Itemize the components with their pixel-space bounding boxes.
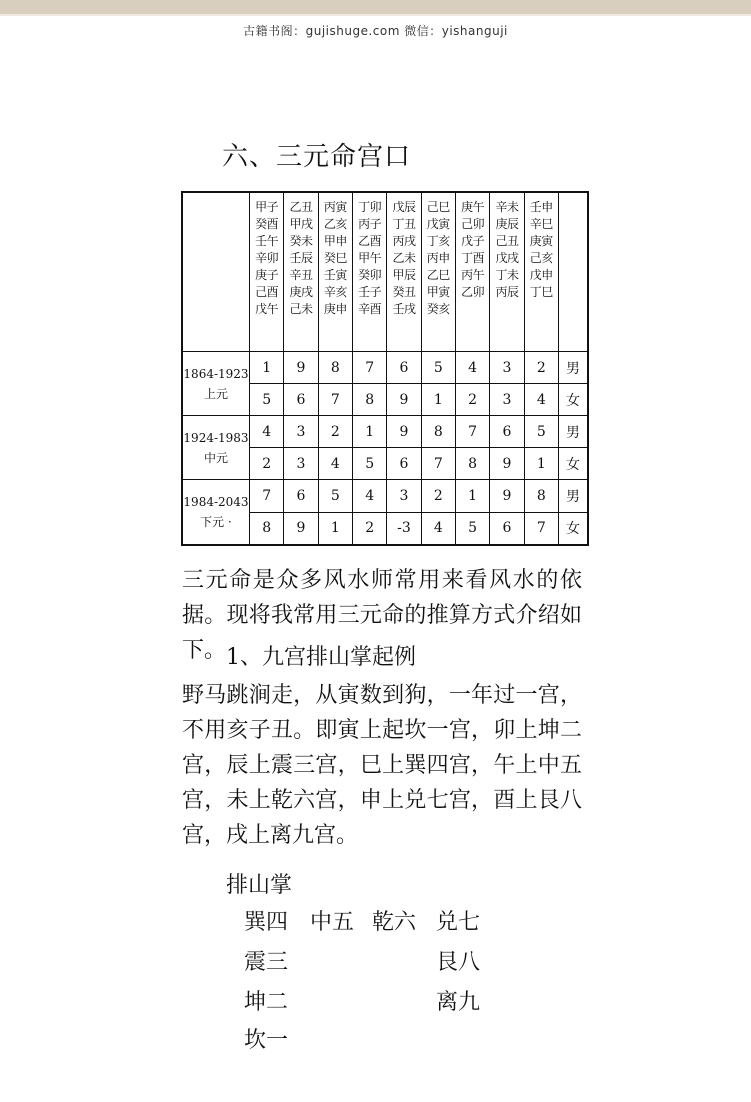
gua-number-male: 3: [387, 480, 421, 512]
gua-number-female: 6: [490, 512, 524, 545]
ganzhi-list: [490, 199, 523, 301]
header-blank-cell-right: [559, 192, 589, 352]
gua-number-female: 1: [524, 448, 558, 480]
ganzhi-item: 己卯: [461, 217, 485, 231]
subheading-jiugong: 1、九宫排山掌起例: [226, 645, 416, 670]
palm-dui: 兑七: [436, 910, 481, 935]
ganzhi-column-header: [318, 192, 352, 352]
gua-number-male: 2: [318, 416, 352, 448]
ganzhi-list: [422, 199, 455, 318]
ganzhi-item: 癸卯: [358, 268, 382, 282]
ganzhi-item: 甲辰: [392, 268, 416, 282]
ganzhi-item: 庚子: [255, 268, 279, 282]
ganzhi-list: [250, 199, 283, 318]
gua-number-female: 9: [284, 512, 318, 545]
ganzhi-item: 丁丑: [392, 217, 416, 231]
gua-number-male: 6: [387, 352, 421, 384]
ganzhi-item: 己巳: [426, 200, 450, 214]
ganzhi-item: 壬午: [255, 234, 279, 248]
table-header-row: [182, 192, 588, 352]
gua-number-female: 8: [455, 448, 489, 480]
gua-number-male: 8: [421, 416, 455, 448]
gua-number-male: 8: [318, 352, 352, 384]
gua-number-male: 4: [455, 352, 489, 384]
era-name: 上元: [203, 386, 228, 401]
ganzhi-column-header: [387, 192, 421, 352]
ganzhi-item: 丙申: [426, 251, 450, 265]
ganzhi-item: 丁未: [495, 268, 519, 282]
section-title: 六、三元命宫口: [222, 142, 412, 172]
ganzhi-item: 辛卯: [255, 251, 279, 265]
ganzhi-item: 戊午: [255, 302, 279, 316]
era-name: 中元: [203, 450, 228, 465]
gua-number-female: 4: [421, 512, 455, 545]
gua-number-female: 4: [524, 384, 558, 416]
ganzhi-list: [353, 199, 386, 318]
ganzhi-item: 壬申: [529, 200, 553, 214]
ganzhi-item: 己亥: [529, 251, 553, 265]
era-years: 1924-1983: [183, 430, 249, 445]
gua-number-male: 6: [490, 416, 524, 448]
gua-number-female: 5: [250, 384, 284, 416]
gua-number-male: 3: [284, 416, 318, 448]
gua-number-female: 2: [352, 512, 386, 545]
gua-number-male: 9: [284, 352, 318, 384]
gua-number-female: 4: [318, 448, 352, 480]
gua-number-male: 1: [455, 480, 489, 512]
gua-number-male: 3: [490, 352, 524, 384]
ganzhi-column-header: [490, 192, 524, 352]
gua-number-female: 3: [284, 448, 318, 480]
table-row-male: [182, 416, 588, 448]
table-row-male: [182, 480, 588, 512]
top-border-bar: [0, 0, 751, 14]
gender-label-male: 男: [559, 352, 589, 384]
gua-number-female: 2: [250, 448, 284, 480]
gua-number-male: 1: [250, 352, 284, 384]
gender-label-female: 女: [559, 384, 589, 416]
palm-zhen: 震三: [244, 950, 289, 975]
paragraph-rhyme: 野马跳涧走，从寅数到狗，一年过一宫，不用亥子丑。即寅上起坎一宫，卯上坤二宫，辰上震三宫，巳上巽四宫，午上中五宫，未上乾六宫，申上兑七宫，酉上艮八宫，戌上离九宫。: [182, 683, 582, 848]
ganzhi-item: 己未: [289, 302, 313, 316]
ganzhi-item: 乙亥: [323, 217, 347, 231]
gua-number-female: -3: [387, 512, 421, 545]
gua-number-male: 9: [490, 480, 524, 512]
gua-number-male: 4: [352, 480, 386, 512]
gua-number-male: 7: [455, 416, 489, 448]
gua-number-female: 1: [318, 512, 352, 545]
ganzhi-column-header: [250, 192, 284, 352]
paragraph-intro: 三元命是众多风水师常用来看风水的依据。现将我常用三元命的推算方式介绍如下。: [182, 568, 582, 663]
gua-number-female: 9: [490, 448, 524, 480]
ganzhi-item: 庚申: [323, 302, 347, 316]
sanyuan-table-container: [181, 191, 589, 546]
ganzhi-item: 壬寅: [323, 268, 347, 282]
ganzhi-item: 丙辰: [495, 285, 519, 299]
gua-number-female: 8: [352, 384, 386, 416]
ganzhi-item: 戊戌: [495, 251, 519, 265]
ganzhi-item: 癸丑: [392, 285, 416, 299]
ganzhi-item: 辛丑: [289, 268, 313, 282]
ganzhi-column-header: [421, 192, 455, 352]
ganzhi-item: 庚辰: [495, 217, 519, 231]
ganzhi-item: 癸巳: [323, 251, 347, 265]
gua-number-male: 8: [524, 480, 558, 512]
ganzhi-item: 丁酉: [461, 251, 485, 265]
ganzhi-list: [525, 199, 558, 301]
ganzhi-item: 戊寅: [426, 217, 450, 231]
ganzhi-item: 乙酉: [358, 234, 382, 248]
gua-number-male: 6: [284, 480, 318, 512]
ganzhi-item: 甲戌: [289, 217, 313, 231]
gua-number-male: 2: [421, 480, 455, 512]
gua-number-male: 7: [250, 480, 284, 512]
gua-number-male: 1: [352, 416, 386, 448]
ganzhi-item: 戊申: [529, 268, 553, 282]
ganzhi-item: 甲午: [358, 251, 382, 265]
ganzhi-item: 乙未: [392, 251, 416, 265]
era-label: [182, 416, 250, 480]
ganzhi-list: [284, 199, 317, 318]
gua-number-female: 7: [524, 512, 558, 545]
gua-number-female: 7: [318, 384, 352, 416]
sanyuan-table: [181, 191, 589, 546]
palm-kan: 坎一: [244, 1028, 289, 1053]
ganzhi-column-header: [524, 192, 558, 352]
gua-number-male: 2: [524, 352, 558, 384]
gua-number-female: 7: [421, 448, 455, 480]
ganzhi-item: 甲寅: [426, 285, 450, 299]
ganzhi-list: [456, 199, 489, 301]
ganzhi-item: 丁巳: [529, 285, 553, 299]
ganzhi-item: 己丑: [495, 234, 519, 248]
ganzhi-item: 庚午: [461, 200, 485, 214]
ganzhi-item: 庚戌: [289, 285, 313, 299]
palm-zhong: 中五: [310, 910, 355, 935]
ganzhi-item: 辛未: [495, 200, 519, 214]
ganzhi-item: 丁亥: [426, 234, 450, 248]
gua-number-female: 9: [387, 384, 421, 416]
ganzhi-item: 丁卯: [358, 200, 382, 214]
gender-label-female: 女: [559, 448, 589, 480]
gender-label-female: 女: [559, 512, 589, 545]
header-blank-cell: [182, 192, 250, 352]
gua-number-male: 5: [421, 352, 455, 384]
era-name: 下元 ·: [200, 515, 232, 530]
ganzhi-item: 丙子: [358, 217, 382, 231]
gua-number-male: 7: [352, 352, 386, 384]
ganzhi-item: 戊子: [461, 234, 485, 248]
palm-qian: 乾六: [372, 910, 417, 935]
ganzhi-item: 辛巳: [529, 217, 553, 231]
ganzhi-item: 癸酉: [255, 217, 279, 231]
palm-gen: 艮八: [436, 950, 481, 975]
era-label: [182, 352, 250, 416]
gua-number-male: 9: [387, 416, 421, 448]
gua-number-female: 6: [284, 384, 318, 416]
palm-kun: 坤二: [244, 990, 289, 1015]
gua-number-female: 5: [455, 512, 489, 545]
palm-li: 离九: [436, 990, 481, 1015]
ganzhi-item: 癸亥: [426, 302, 450, 316]
gua-number-male: 5: [318, 480, 352, 512]
gua-number-female: 1: [421, 384, 455, 416]
ganzhi-column-header: [455, 192, 489, 352]
table-row-male: [182, 352, 588, 384]
ganzhi-item: 甲申: [323, 234, 347, 248]
ganzhi-list: [387, 199, 420, 318]
ganzhi-item: 庚寅: [529, 234, 553, 248]
palm-title: 排山掌: [226, 873, 293, 898]
ganzhi-item: 壬戌: [392, 302, 416, 316]
ganzhi-item: 丙午: [461, 268, 485, 282]
ganzhi-item: 壬辰: [289, 251, 313, 265]
ganzhi-item: 辛酉: [358, 302, 382, 316]
ganzhi-item: 乙丑: [289, 200, 313, 214]
ganzhi-column-header: [284, 192, 318, 352]
ganzhi-item: 戊辰: [392, 200, 416, 214]
gua-number-male: 5: [524, 416, 558, 448]
gua-number-female: 3: [490, 384, 524, 416]
gua-number-male: 4: [250, 416, 284, 448]
gua-number-female: 2: [455, 384, 489, 416]
gender-label-male: 男: [559, 480, 589, 512]
ganzhi-item: 甲子: [255, 200, 279, 214]
ganzhi-item: 丙戌: [392, 234, 416, 248]
ganzhi-item: 丙寅: [323, 200, 347, 214]
ganzhi-item: 癸未: [289, 234, 313, 248]
palm-xun: 巽四: [244, 910, 289, 935]
gua-number-female: 8: [250, 512, 284, 545]
ganzhi-item: 乙卯: [461, 285, 485, 299]
ganzhi-item: 辛亥: [323, 285, 347, 299]
era-years: 1984-2043: [183, 495, 249, 510]
gua-number-female: 6: [387, 448, 421, 480]
top-border-line: [0, 14, 751, 16]
ganzhi-item: 壬子: [358, 285, 382, 299]
site-header: 古籍书阁：gujishuge.com 微信：yishanguji: [243, 24, 508, 38]
ganzhi-item: 己酉: [255, 285, 279, 299]
ganzhi-column-header: [352, 192, 386, 352]
gua-number-female: 5: [352, 448, 386, 480]
ganzhi-item: 乙巳: [426, 268, 450, 282]
era-years: 1864-1923: [183, 366, 249, 381]
gender-label-male: 男: [559, 416, 589, 448]
era-label: [182, 480, 250, 545]
ganzhi-list: [319, 199, 352, 318]
